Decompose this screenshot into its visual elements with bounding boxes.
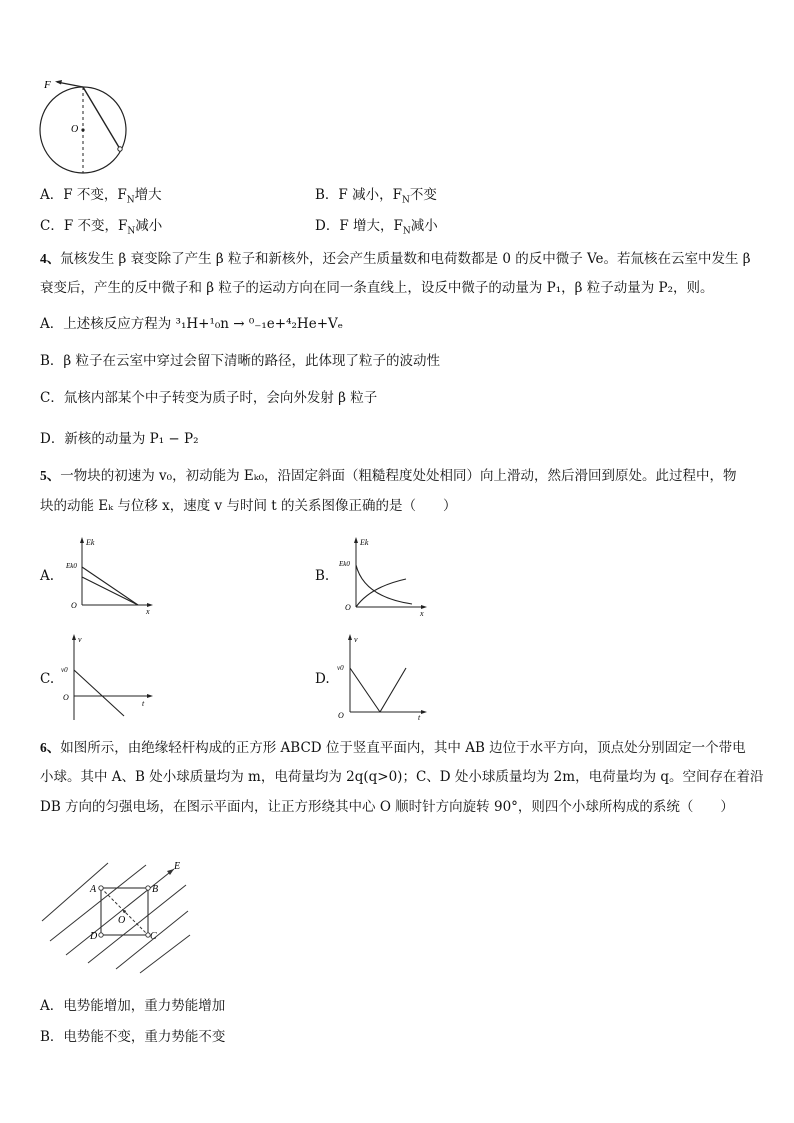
q6-label-b: B — [152, 884, 159, 895]
q3-center-label: O — [71, 124, 79, 135]
q5-graph-b — [332, 535, 432, 617]
svg-text:Ek: Ek — [360, 538, 369, 547]
q6-stem-line-1: 6、如图所示，由绝缘轻杆构成的正方形 ABCD 位于竖直平面内，其中 AB 边位于水平方向，顶点处分别固定一个带电 — [40, 740, 746, 756]
svg-text:v: v — [78, 635, 82, 644]
svg-text:Ek0: Ek0 — [66, 562, 77, 570]
q5-graph-b-letter: B. — [315, 568, 330, 584]
q5-graph-d — [332, 632, 432, 722]
svg-text:x: x — [146, 607, 150, 616]
svg-text:x: x — [420, 609, 424, 617]
svg-text:O: O — [338, 711, 344, 720]
svg-text:O: O — [63, 693, 69, 702]
q3-option-c: C．F 不变，$F_N$减小 — [40, 218, 163, 237]
q6-label-a: A — [90, 884, 97, 895]
svg-text:O: O — [71, 601, 77, 610]
q6-label-o: O — [118, 915, 126, 926]
q6-stem-line-3: DB 方向的匀强电场，在图示平面内，让正方形绕其中心 O 顺时针方向旋转 90°，则四个小球所构成的系统（ ） — [40, 799, 734, 815]
q5-graph-c-letter: C. — [40, 671, 55, 687]
svg-text:t: t — [142, 699, 145, 708]
q4-stem-line-2: 衰变后，产生的反中微子和 β 粒子的运动方向在同一条直线上，设反中微子的动量为 P₁，β 粒子动量为 P₂，则。 — [40, 280, 714, 296]
svg-text:v0: v0 — [337, 664, 344, 672]
q4-option-b: B．β 粒子在云室中穿过会留下清晰的路径，此体现了粒子的波动性 — [40, 353, 441, 369]
svg-text:O: O — [345, 603, 351, 612]
q6-option-b: B．电势能不变，重力势能不变 — [40, 1029, 226, 1045]
q6-label-c: C — [150, 931, 157, 942]
q5-stem-line-2: 块的动能 Eₖ 与位移 x，速度 v 与时间 t 的关系图像正确的是（ ） — [40, 498, 457, 514]
svg-text:v0: v0 — [61, 666, 68, 674]
q4-option-d: D．新核的动量为 P₁ − P₂ — [40, 431, 199, 447]
svg-text:Ek: Ek — [86, 538, 95, 547]
q5-graph-a-letter: A. — [40, 568, 55, 584]
q4-option-a: A．上述核反应方程为 ³₁H+¹₀n → ⁰₋₁e+⁴₂He+Vₑ — [40, 316, 343, 332]
q3-option-a: A．F 不变，$F_N$增大 — [40, 187, 162, 206]
q4-option-c: C．氚核内部某个中子转变为质子时，会向外发射 β 粒子 — [40, 390, 378, 406]
q3-option-b: B．F 减小，$F_N$不变 — [315, 187, 437, 206]
svg-text:t: t — [418, 713, 421, 722]
svg-text:Ek0: Ek0 — [339, 560, 350, 568]
q4-stem-line-1: 4、氚核发生 β 衰变除了产生 β 粒子和新核外，还会产生质量数和电荷数都是 0 的反中微子 Ve。若氚核在云室中发生 β — [40, 251, 751, 267]
q3-figure — [30, 76, 134, 176]
q3-force-label: F — [44, 79, 51, 91]
q5-graph-a — [58, 535, 158, 617]
q5-graph-d-letter: D. — [315, 671, 330, 687]
svg-text:v: v — [354, 635, 358, 644]
q6-label-e: E — [174, 861, 181, 872]
q3-option-d: D．F 增大，$F_N$减小 — [315, 218, 438, 237]
q5-graph-c — [58, 632, 158, 722]
q5-stem-line-1: 5、一物块的初速为 v₀，初动能为 Eₖ₀，沿固定斜面（粗糙程度处处相同）向上滑动，然后滑回到原处。此过程中，物 — [40, 468, 737, 484]
q6-figure — [36, 855, 196, 975]
q6-label-d: D — [90, 931, 98, 942]
q6-stem-line-2: 小球。其中 A、B 处小球质量均为 m，电荷量均为 2q(q>0)；C、D 处小球质量均为 2m，电荷量均为 q。空间存在着沿 — [40, 769, 764, 785]
q6-option-a: A．电势能增加，重力势能增加 — [40, 998, 226, 1014]
